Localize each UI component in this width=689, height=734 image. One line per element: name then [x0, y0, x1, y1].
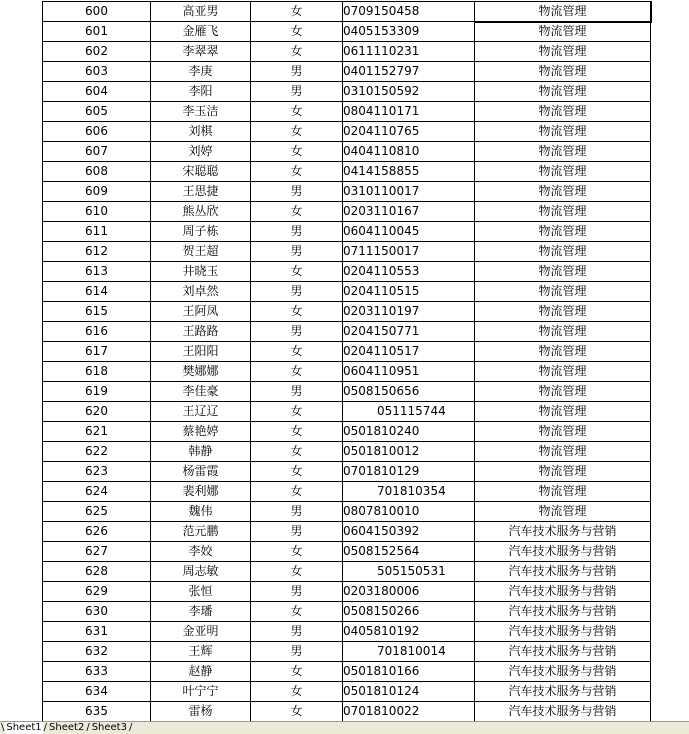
student-id-cell[interactable]: 0414158855 [343, 162, 475, 182]
table-row [43, 522, 651, 542]
gender-cell[interactable]: 女 [251, 42, 343, 62]
table-row [43, 122, 651, 142]
gender-cell[interactable]: 女 [251, 162, 343, 182]
major-cell[interactable]: 物流管理 [475, 362, 651, 382]
row-number-cell[interactable]: 619 [43, 382, 151, 402]
student-id-cell[interactable]: 0711150017 [343, 242, 475, 262]
table-row [43, 282, 651, 302]
row-number-cell[interactable]: 604 [43, 82, 151, 102]
gender-cell[interactable]: 女 [251, 262, 343, 282]
gender-cell[interactable]: 女 [251, 402, 343, 422]
major-cell[interactable]: 汽车技术服务与营销 [475, 702, 651, 722]
name-cell[interactable]: 高亚男 [151, 2, 251, 22]
major-cell[interactable]: 物流管理 [475, 22, 651, 42]
major-cell[interactable]: 物流管理 [475, 502, 651, 522]
name-cell[interactable]: 蔡艳婷 [151, 422, 251, 442]
name-cell[interactable]: 范元鹏 [151, 522, 251, 542]
table-body [43, 2, 651, 722]
name-cell[interactable]: 周子栋 [151, 222, 251, 242]
major-cell[interactable]: 物流管理 [475, 102, 651, 122]
name-cell[interactable]: 李翠翠 [151, 42, 251, 62]
gender-cell[interactable]: 女 [251, 142, 343, 162]
row-number-cell[interactable]: 634 [43, 682, 151, 702]
name-cell[interactable]: 李姣 [151, 542, 251, 562]
name-cell[interactable]: 金亚明 [151, 622, 251, 642]
name-cell[interactable]: 雷杨 [151, 702, 251, 722]
tab-sheet2[interactable]: Sheet2 [49, 722, 85, 733]
gender-cell[interactable]: 女 [251, 202, 343, 222]
row-number-cell[interactable]: 608 [43, 162, 151, 182]
row-number-cell[interactable]: 607 [43, 142, 151, 162]
gender-cell[interactable]: 女 [251, 342, 343, 362]
gender-cell[interactable]: 男 [251, 242, 343, 262]
table-row [43, 322, 651, 342]
table-row [43, 702, 651, 722]
table-row [43, 302, 651, 322]
table-row [43, 682, 651, 702]
gender-cell[interactable]: 女 [251, 2, 343, 22]
table-row [43, 62, 651, 82]
row-number-cell[interactable]: 629 [43, 582, 151, 602]
table-row [43, 262, 651, 282]
gender-cell[interactable]: 男 [251, 322, 343, 342]
student-id-cell[interactable]: 0508150656 [343, 382, 475, 402]
major-cell[interactable]: 物流管理 [475, 62, 651, 82]
tab-divider: / [86, 722, 90, 733]
name-cell[interactable]: 刘婷 [151, 142, 251, 162]
major-cell[interactable]: 物流管理 [475, 222, 651, 242]
major-cell[interactable]: 物流管理 [475, 202, 651, 222]
student-id-cell[interactable]: 0204110765 [343, 122, 475, 142]
major-cell[interactable]: 物流管理 [475, 42, 651, 62]
row-number-cell[interactable]: 630 [43, 602, 151, 622]
tab-sheet1[interactable]: Sheet1 [6, 722, 42, 733]
student-id-cell[interactable]: 0204150771 [343, 322, 475, 342]
gender-cell[interactable]: 女 [251, 22, 343, 42]
table-row [43, 382, 651, 402]
name-cell[interactable]: 李玉洁 [151, 102, 251, 122]
student-id-cell[interactable]: 505150531 [343, 562, 475, 582]
row-number-cell[interactable]: 600 [43, 2, 151, 22]
gender-cell[interactable]: 男 [251, 642, 343, 662]
name-cell[interactable]: 樊娜娜 [151, 362, 251, 382]
table-row [43, 82, 651, 102]
major-cell[interactable]: 物流管理 [475, 162, 651, 182]
name-cell[interactable]: 王阳阳 [151, 342, 251, 362]
major-cell[interactable]: 物流管理 [475, 442, 651, 462]
tab-divider: \ [1, 722, 5, 733]
row-number-cell[interactable]: 627 [43, 542, 151, 562]
gender-cell[interactable]: 男 [251, 222, 343, 242]
name-cell[interactable]: 李阳 [151, 82, 251, 102]
row-number-cell[interactable]: 602 [43, 42, 151, 62]
row-number-cell[interactable]: 613 [43, 262, 151, 282]
table-row [43, 542, 651, 562]
student-id-cell[interactable]: 0501810124 [343, 682, 475, 702]
table-row [43, 622, 651, 642]
row-number-cell[interactable]: 621 [43, 422, 151, 442]
row-number-cell[interactable]: 624 [43, 482, 151, 502]
gender-cell[interactable]: 女 [251, 102, 343, 122]
gender-cell[interactable]: 男 [251, 62, 343, 82]
major-cell[interactable]: 物流管理 [475, 242, 651, 262]
student-id-cell[interactable]: 0310150592 [343, 82, 475, 102]
name-cell[interactable]: 李佳豪 [151, 382, 251, 402]
gender-cell[interactable]: 女 [251, 442, 343, 462]
student-id-cell[interactable]: 0310110017 [343, 182, 475, 202]
row-number-cell[interactable]: 615 [43, 302, 151, 322]
name-cell[interactable]: 王辽辽 [151, 402, 251, 422]
gender-cell[interactable]: 女 [251, 702, 343, 722]
row-number-cell[interactable]: 609 [43, 182, 151, 202]
major-cell[interactable]: 汽车技术服务与营销 [475, 582, 651, 602]
student-id-cell[interactable]: 0203110167 [343, 202, 475, 222]
major-cell[interactable]: 物流管理 [475, 322, 651, 342]
major-cell[interactable]: 汽车技术服务与营销 [475, 662, 651, 682]
major-cell[interactable]: 汽车技术服务与营销 [475, 642, 651, 662]
gender-cell[interactable]: 男 [251, 582, 343, 602]
table-row [43, 42, 651, 62]
student-id-cell[interactable]: 0611110231 [343, 42, 475, 62]
row-number-cell[interactable]: 620 [43, 402, 151, 422]
row-number-cell[interactable]: 617 [43, 342, 151, 362]
table-row [43, 202, 651, 222]
name-cell[interactable]: 井晓玉 [151, 262, 251, 282]
major-cell[interactable]: 物流管理 [475, 302, 651, 322]
name-cell[interactable]: 李庚 [151, 62, 251, 82]
row-number-cell[interactable]: 618 [43, 362, 151, 382]
major-cell[interactable]: 汽车技术服务与营销 [475, 542, 651, 562]
student-id-cell[interactable]: 0501810166 [343, 662, 475, 682]
gender-cell[interactable]: 男 [251, 382, 343, 402]
table-row [43, 362, 651, 382]
student-id-cell[interactable]: 0501810012 [343, 442, 475, 462]
major-cell[interactable]: 物流管理 [475, 422, 651, 442]
table-row [43, 582, 651, 602]
table-row [43, 162, 651, 182]
row-number-cell[interactable]: 623 [43, 462, 151, 482]
student-id-cell[interactable]: 0203110197 [343, 302, 475, 322]
major-cell[interactable]: 汽车技术服务与营销 [475, 682, 651, 702]
gender-cell[interactable]: 男 [251, 182, 343, 202]
name-cell[interactable]: 王路路 [151, 322, 251, 342]
row-number-cell[interactable]: 606 [43, 122, 151, 142]
major-cell[interactable]: 物流管理 [475, 2, 651, 22]
name-cell[interactable]: 金雁飞 [151, 22, 251, 42]
student-id-cell[interactable]: 0501810240 [343, 422, 475, 442]
gender-cell[interactable]: 男 [251, 502, 343, 522]
table-row [43, 22, 651, 42]
row-number-cell[interactable]: 622 [43, 442, 151, 462]
major-cell[interactable]: 物流管理 [475, 182, 651, 202]
row-number-cell[interactable]: 626 [43, 522, 151, 542]
row-number-cell[interactable]: 632 [43, 642, 151, 662]
row-number-cell[interactable]: 601 [43, 22, 151, 42]
tab-divider: / [128, 722, 133, 733]
name-cell[interactable]: 王思捷 [151, 182, 251, 202]
name-cell[interactable]: 熊丛欣 [151, 202, 251, 222]
major-cell[interactable]: 物流管理 [475, 402, 651, 422]
row-number-cell[interactable]: 605 [43, 102, 151, 122]
student-id-cell[interactable]: 0604150392 [343, 522, 475, 542]
major-cell[interactable]: 物流管理 [475, 342, 651, 362]
name-cell[interactable]: 贺王超 [151, 242, 251, 262]
major-cell[interactable]: 物流管理 [475, 262, 651, 282]
student-id-cell[interactable]: 0508152564 [343, 542, 475, 562]
gender-cell[interactable]: 男 [251, 522, 343, 542]
major-cell[interactable]: 物流管理 [475, 142, 651, 162]
row-number-cell[interactable]: 610 [43, 202, 151, 222]
major-cell[interactable]: 汽车技术服务与营销 [475, 602, 651, 622]
student-id-cell[interactable]: 0405153309 [343, 22, 475, 42]
table-row [43, 562, 651, 582]
table-row [43, 502, 651, 522]
table-row [43, 462, 651, 482]
row-number-cell[interactable]: 614 [43, 282, 151, 302]
tab-divider: / [43, 722, 48, 733]
gender-cell[interactable]: 女 [251, 302, 343, 322]
table-row [43, 2, 651, 22]
name-cell[interactable]: 叶宁宁 [151, 682, 251, 702]
name-cell[interactable]: 韩静 [151, 442, 251, 462]
tab-sheet3[interactable]: Sheet3 [91, 722, 127, 733]
row-number-cell[interactable]: 631 [43, 622, 151, 642]
row-number-cell[interactable]: 612 [43, 242, 151, 262]
gender-cell[interactable]: 女 [251, 362, 343, 382]
row-number-cell[interactable]: 625 [43, 502, 151, 522]
name-cell[interactable]: 魏伟 [151, 502, 251, 522]
row-number-cell[interactable]: 616 [43, 322, 151, 342]
name-cell[interactable]: 杨雷霞 [151, 462, 251, 482]
gender-cell[interactable]: 女 [251, 662, 343, 682]
sheet-tab-bar [0, 721, 689, 734]
student-id-cell[interactable]: 0203180006 [343, 582, 475, 602]
gender-cell[interactable]: 男 [251, 622, 343, 642]
row-number-cell[interactable]: 635 [43, 702, 151, 722]
student-id-cell[interactable]: 0807810010 [343, 502, 475, 522]
table-row [43, 142, 651, 162]
row-number-cell[interactable]: 633 [43, 662, 151, 682]
name-cell[interactable]: 王阿凤 [151, 302, 251, 322]
table-row [43, 102, 651, 122]
table-row [43, 242, 651, 262]
table-row [43, 422, 651, 442]
major-cell[interactable]: 物流管理 [475, 282, 651, 302]
gender-cell[interactable]: 女 [251, 682, 343, 702]
major-cell[interactable]: 汽车技术服务与营销 [475, 522, 651, 542]
student-id-cell[interactable]: 051115744 [343, 402, 475, 422]
gender-cell[interactable]: 女 [251, 482, 343, 502]
gender-cell[interactable]: 女 [251, 422, 343, 442]
major-cell[interactable]: 汽车技术服务与营销 [475, 562, 651, 582]
table-row [43, 222, 651, 242]
student-id-cell[interactable]: 701810354 [343, 482, 475, 502]
student-id-cell[interactable]: 0204110515 [343, 282, 475, 302]
major-cell[interactable]: 物流管理 [475, 122, 651, 142]
name-cell[interactable]: 李璠 [151, 602, 251, 622]
student-id-cell[interactable]: 0604110951 [343, 362, 475, 382]
student-id-cell[interactable]: 0401152797 [343, 62, 475, 82]
table-row [43, 482, 651, 502]
row-number-cell[interactable]: 603 [43, 62, 151, 82]
table-row [43, 662, 651, 682]
student-id-cell[interactable]: 0804110171 [343, 102, 475, 122]
student-id-cell[interactable]: 0508150266 [343, 602, 475, 622]
table-row [43, 642, 651, 662]
table-row [43, 602, 651, 622]
student-id-cell[interactable]: 0604110045 [343, 222, 475, 242]
student-id-cell[interactable]: 0701810129 [343, 462, 475, 482]
gender-cell[interactable]: 女 [251, 562, 343, 582]
row-number-cell[interactable]: 611 [43, 222, 151, 242]
name-cell[interactable]: 张恒 [151, 582, 251, 602]
name-cell[interactable]: 宋聪聪 [151, 162, 251, 182]
gender-cell[interactable]: 女 [251, 122, 343, 142]
gender-cell[interactable]: 女 [251, 542, 343, 562]
major-cell[interactable]: 物流管理 [475, 462, 651, 482]
student-id-cell[interactable]: 0204110517 [343, 342, 475, 362]
major-cell[interactable]: 汽车技术服务与营销 [475, 622, 651, 642]
gender-cell[interactable]: 男 [251, 282, 343, 302]
major-cell[interactable]: 物流管理 [475, 482, 651, 502]
major-cell[interactable]: 物流管理 [475, 82, 651, 102]
table-row [43, 402, 651, 422]
table-row [43, 442, 651, 462]
name-cell[interactable]: 裴利娜 [151, 482, 251, 502]
table-row [43, 182, 651, 202]
student-id-cell[interactable]: 701810014 [343, 642, 475, 662]
row-number-cell[interactable]: 628 [43, 562, 151, 582]
name-cell[interactable]: 刘棋 [151, 122, 251, 142]
data-table [42, 1, 651, 721]
name-cell[interactable]: 王辉 [151, 642, 251, 662]
name-cell[interactable]: 周志敏 [151, 562, 251, 582]
student-id-cell[interactable]: 0204110553 [343, 262, 475, 282]
student-id-cell[interactable]: 0701810022 [343, 702, 475, 722]
table-row [43, 342, 651, 362]
student-id-cell[interactable]: 0709150458 [343, 2, 475, 22]
student-id-cell[interactable]: 0405810192 [343, 622, 475, 642]
name-cell[interactable]: 刘卓然 [151, 282, 251, 302]
gender-cell[interactable]: 男 [251, 82, 343, 102]
gender-cell[interactable]: 女 [251, 602, 343, 622]
gender-cell[interactable]: 女 [251, 462, 343, 482]
student-id-cell[interactable]: 0404110810 [343, 142, 475, 162]
major-cell[interactable]: 物流管理 [475, 382, 651, 402]
name-cell[interactable]: 赵静 [151, 662, 251, 682]
